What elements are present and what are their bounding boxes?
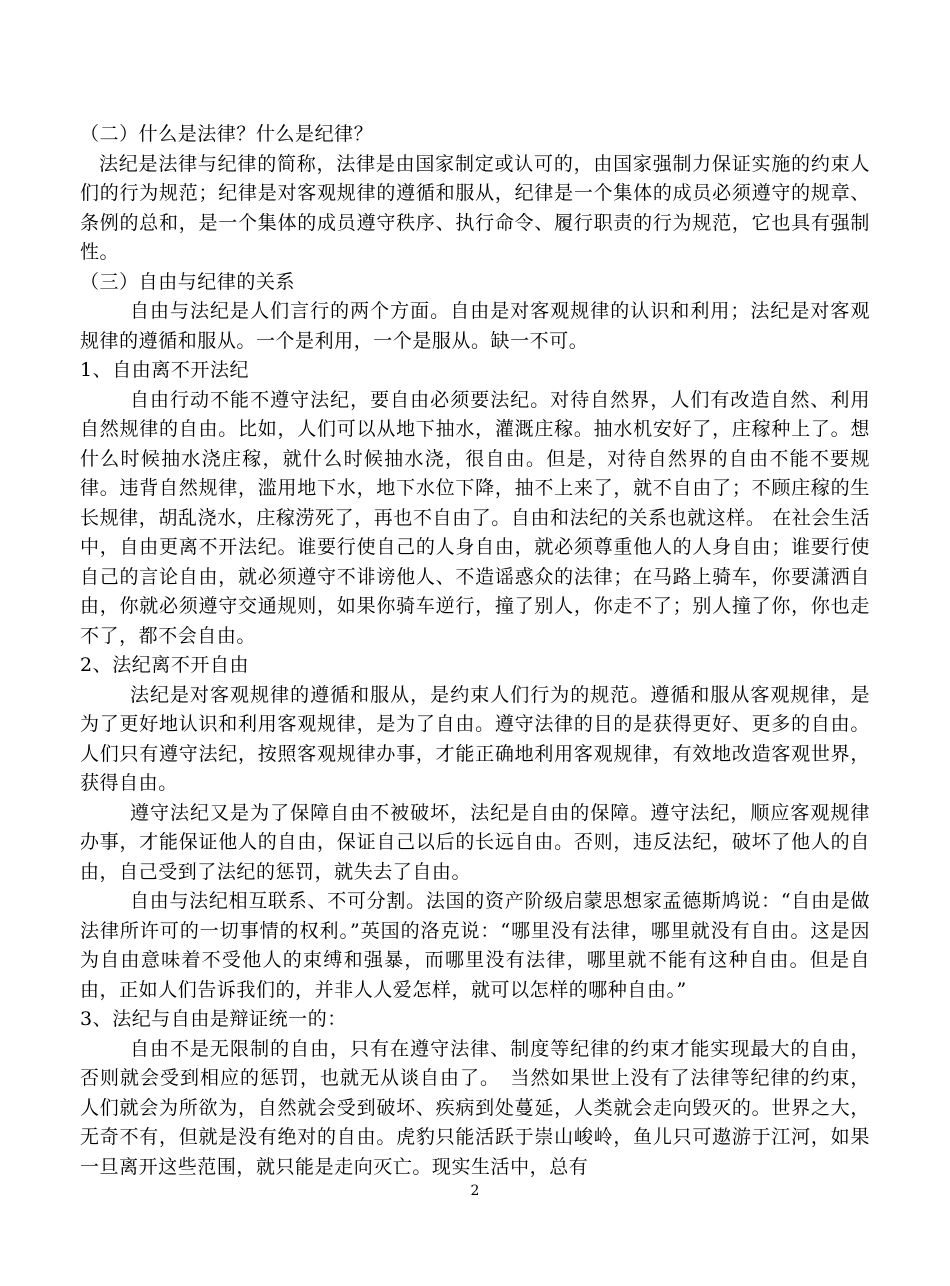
paragraph-law-definition: 法纪是法律与纪律的简称，法律是由国家制定或认可的，由国家强制力保证实施的约束人们的行为规范；纪律是对客观规律的遵循和服从，纪律是一个集体的成员必须遵守的规章、条例的总和，是一个集体的成员遵守秩序、执行命令、履行职责的行为规范，它也具有强制性。 [80,152,870,263]
paragraph-quotes: 自由与法纪相互联系、不可分割。法国的资产阶级启蒙思想家孟德斯鸠说：“自由是做法律所许可的一切事情的权利。”英国的洛克说：“哪里没有法律，哪里就没有自由。这是因为自由意味着不受他人的束缚和强暴，而哪里没有法律，哪里就不能有这种自由。但是自由，正如人们告诉我们的，并非人人爱怎样，就可以怎样的哪种自由。” [80,890,870,1001]
paragraph-law-protects-freedom: 遵守法纪又是为了保障自由不被破坏，法纪是自由的保障。遵守法纪，顺应客观规律办事，才能保证他人的自由，保证自己以后的长远自由。否则，违反法纪，破坏了他人的自由，自己受到了法纪的惩罚，就失去了自由。 [80,801,870,883]
subheading-2: 2、法纪离不开自由 [80,654,250,676]
subheading-1: 1、自由离不开法纪 [80,359,250,381]
paragraph-freedom-needs-law: 自由行动不能不遵守法纪，要自由必须要法纪。对待自然界，人们有改造自然、利用自然规律的自由。比如，人们可以从地下抽水，灌溉庄稼。抽水机安好了，庄稼种上了。想什么时候抽水浇庄稼，就什么时候抽水浇，很自由。但是，对待自然界的自由不能不要规律。违背自然规律，滥用地下水，地下水位下降，抽不上来了，就不自由了；不顾庄稼的生长规律，胡乱浇水，庄稼涝死了，再也不自由了。自由和法纪的关系也就这样。 在社会生活中，自由更离不开法纪。谁要行使自己的人身自由，就必须尊重他人的人身自由；谁要行使自己的言论自由，就必须遵守不诽谤他人、不造谣惑众的法律；在马路上骑车，你要潇洒自由，你就必须遵守交通规则，如果你骑车逆行，撞了别人，你走不了；别人撞了你，你也走不了，都不会自由。 [80,388,870,647]
page-number: 2 [470,1183,480,1199]
section-heading-what-is-law: （二）什么是法律？什么是纪律？ [80,123,374,145]
section-heading-freedom-discipline: （三）自由与纪律的关系 [80,270,296,293]
subheading-3: 3、法纪与自由是辩证统一的： [80,1008,347,1030]
paragraph-dialectical-unity: 自由不是无限制的自由，只有在遵守法律、制度等纪律的约束才能实现最大的自由，否则就会受到相应的惩罚，也就无从谈自由了。 当然如果世上没有了法律等纪律的约束，人们就会为所欲为，自然就会受到破坏、疾病到处蔓延，人类就会走向毁灭的。世界之大，无奇不有，但就是没有绝对的自由。虎豹只能活跃于崇山峻岭，鱼儿只可遨游于江河，如果一旦离开这些范围，就只能是走向灭亡。现实生活中，总有 [80,1037,870,1178]
paragraph-freedom-intro: 自由与法纪是人们言行的两个方面。自由是对客观规律的认识和利用；法纪是对客观规律的遵循和服从。一个是利用，一个是服从。缺一不可。 [80,300,870,352]
paragraph-law-needs-freedom: 法纪是对客观规律的遵循和服从，是约束人们行为的规范。遵循和服从客观规律，是为了更好地认识和利用客观规律，是为了自由。遵守法律的目的是获得更好、更多的自由。人们只有遵守法纪，按照客观规律办事，才能正确地利用客观规律，有效地改造客观世界，获得自由。 [80,683,870,794]
document-body [80,120,870,1182]
